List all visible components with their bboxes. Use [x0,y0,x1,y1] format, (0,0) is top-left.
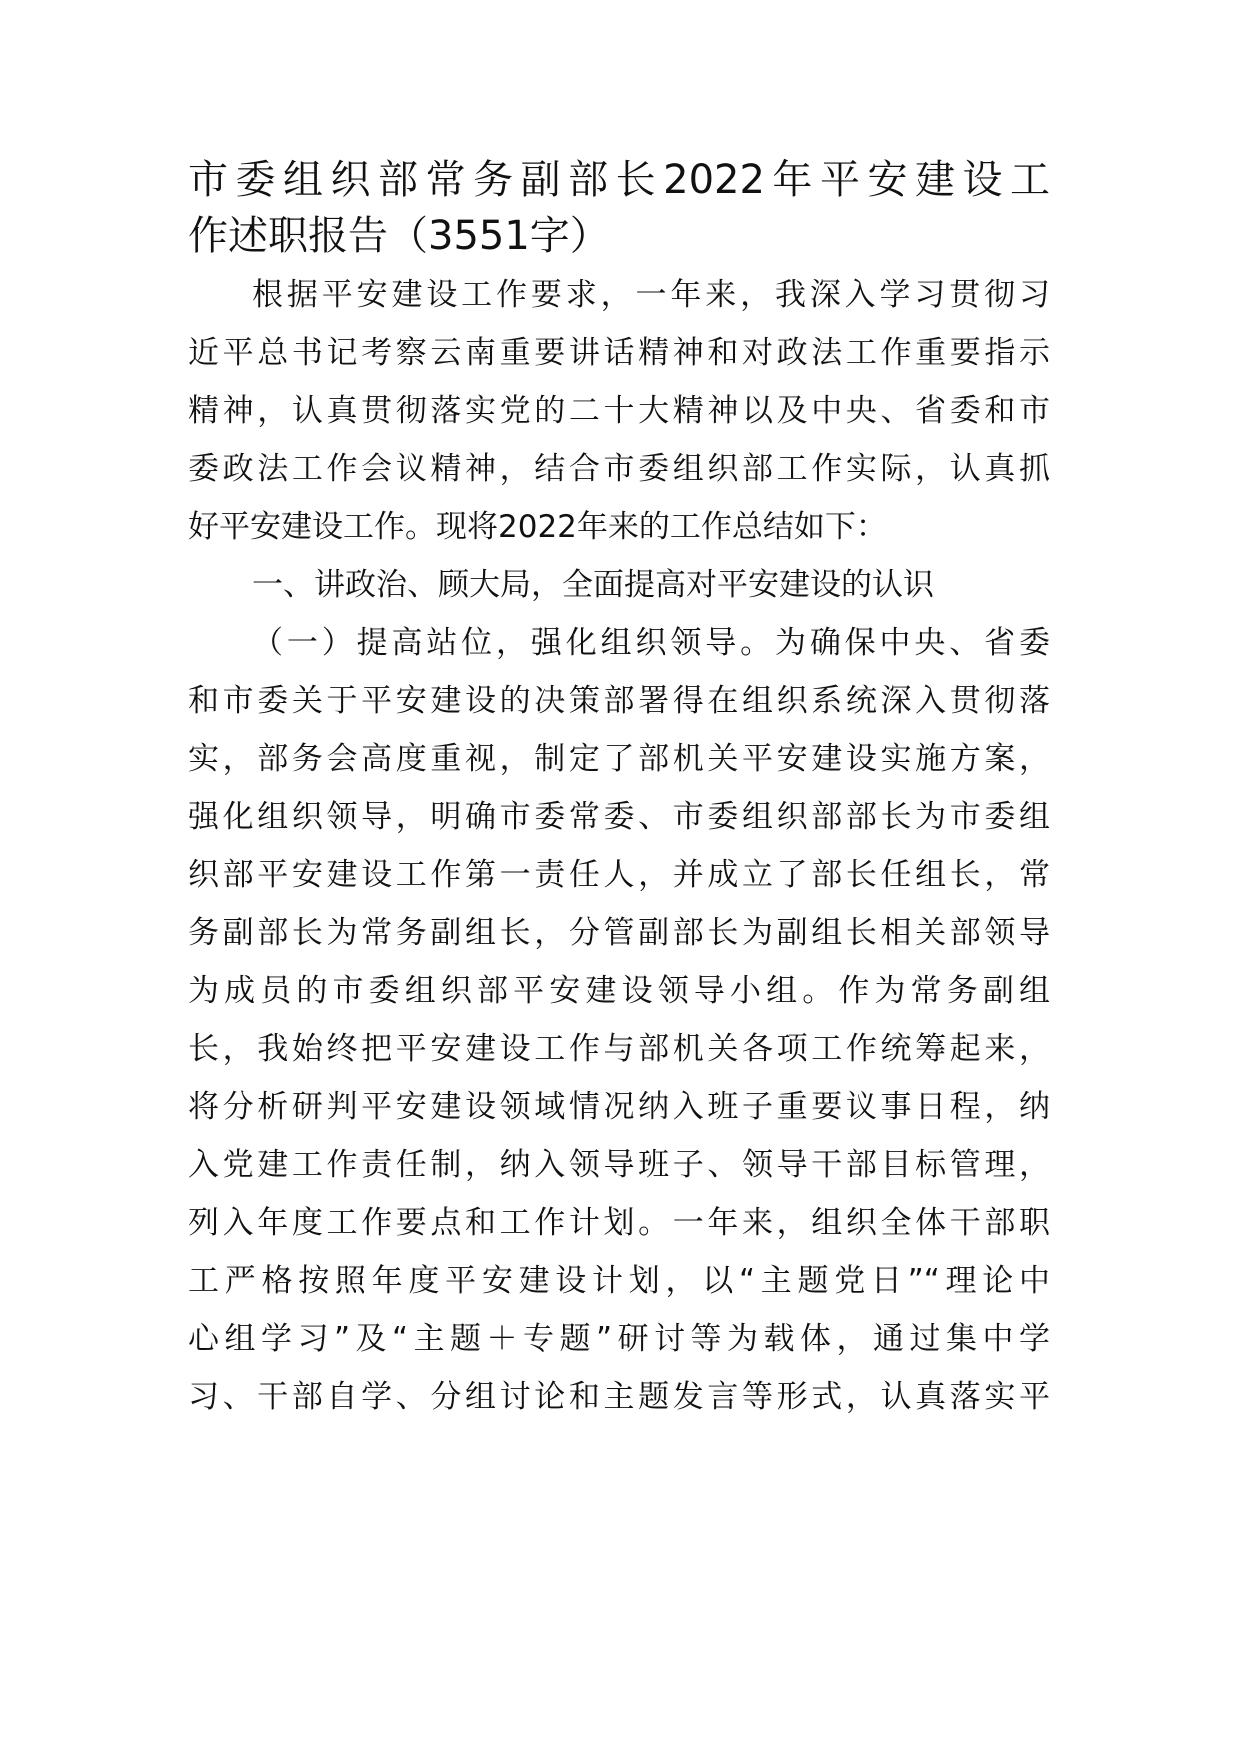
text-line: 根据平安建设工作要求，一年来，我深入学习贯彻习 [252,277,1050,313]
text-line: 委政法工作会议精神，结合市委组织部工作实际，认真抓 [188,451,1050,487]
document-title [188,152,1050,264]
text-line: （一）提高站位，强化组织领导。为确保中央、省委 [252,625,1050,661]
section-heading: 一、讲政治、顾大局，全面提高对平安建设的认识 [252,567,934,603]
text-line: 为成员的市委组织部平安建设领导小组。作为常务副组 [188,973,1050,1009]
text-line: 精神，认真贯彻落实党的二十大精神以及中央、省委和市 [188,393,1050,429]
text-line: 织部平安建设工作第一责任人，并成立了部长任组长，常 [188,857,1050,893]
text-line: 好平安建设工作。现将2022年来的工作总结如下： [188,509,887,545]
text-line: 和市委关于平安建设的决策部署得在组织系统深入贯彻落 [188,683,1050,719]
document-body [188,266,1050,1426]
text-line: 实，部务会高度重视，制定了部机关平安建设实施方案， [188,741,1050,777]
text-line: 务副部长为常务副组长，分管副部长为副组长相关部领导 [188,915,1050,951]
text-line: 入党建工作责任制，纳入领导班子、领导干部目标管理， [188,1147,1050,1183]
text-line: 长，我始终把平安建设工作与部机关各项工作统筹起来， [188,1031,1050,1067]
text-line: 习、干部自学、分组讨论和主题发言等形式，认真落实平 [188,1379,1050,1415]
text-line: 列入年度工作要点和工作计划。一年来，组织全体干部职 [188,1205,1050,1241]
text-line: 心组学习”及“主题＋专题”研讨等为载体，通过集中学 [188,1321,1050,1357]
text-line: 将分析研判平安建设领域情况纳入班子重要议事日程，纳 [188,1089,1050,1125]
title-line: 作述职报告（3551字） [188,213,610,259]
text-line: 工严格按照年度平安建设计划，以“主题党日”“理论中 [188,1263,1050,1299]
text-line: 近平总书记考察云南重要讲话精神和对政法工作重要指示 [188,335,1050,371]
title-line: 市委组织部常务副部长2022年平安建设工 [188,157,1050,203]
document-page [188,152,1050,1426]
text-line: 强化组织领导，明确市委常委、市委组织部部长为市委组 [188,799,1050,835]
